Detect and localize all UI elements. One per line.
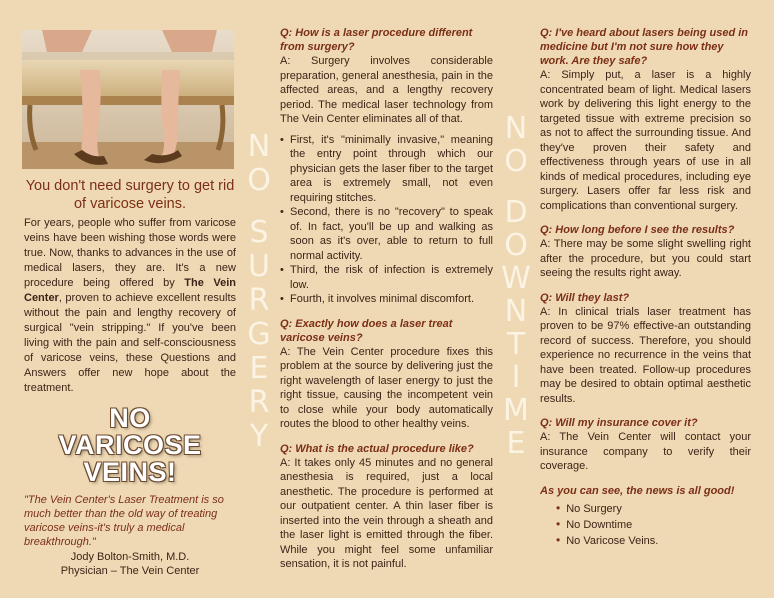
brand-name: The Vein Center <box>24 277 236 304</box>
intro-paragraph: For years, people who suffer from varicose veins have been wishing those words were true. Now, thanks to advances in the use of medical lasers, they are. It's a new procedure being offered by The Vein Center, proven to achieve excellent results without the pain and lengthy recovery of surgical "vein stripping." If you've been living with the pain and self-consciousness of varicose veins, these Questions and Answers offer new hope about the treatment. <box>24 217 236 394</box>
qa-results-timing: Q: How long before I see the results? A: There may be some slight swelling right after the procedure, but you could start seeing the results right away. <box>540 224 751 279</box>
testimonial-signature: Jody Bolton-Smith, M.D. Physician – The Vein Center <box>60 551 200 577</box>
list-item: • First, it's "minimally invasive," meaning the entry point through which our physician gets the laser fiber to the target area is extremely small, not even requiring stitches. <box>280 133 493 206</box>
closing-list <box>556 501 751 549</box>
middle-column <box>280 26 493 582</box>
testimonial-quote: "The Vein Center's Laser Treatment is so much better than the old way of treating varicose veins-it's truly a medical breakthrough." <box>24 494 224 548</box>
list-item: • No Varicose Veins. <box>556 533 751 549</box>
list-item: • No Surgery <box>556 501 751 517</box>
legs-photo <box>22 30 234 169</box>
vertical-no-downtime: N O D O W N T I M E <box>501 111 531 461</box>
headline: You don't need surgery to get rid of varicose veins. <box>25 178 235 212</box>
benefit-list <box>280 133 493 307</box>
vertical-no-surgery: N O S U R G E R Y <box>247 129 271 454</box>
list-item: • Fourth, it involves minimal discomfort. <box>280 292 493 307</box>
qa-insurance: Q: Will my insurance cover it? A: The Vein Center will contact your insurance company to verify their coverage. <box>540 417 751 472</box>
right-column <box>540 26 751 549</box>
closing-statement: As you can see, the news is all good! <box>540 484 735 497</box>
qa-procedure: Q: What is the actual procedure like? A: It takes only 45 minutes and no general anesthesia is required, just a local anesthetic. The procedure is performed at our outpatient center. A thin laser fiber is inserted into the vein through a sheath and the laser light is emitted through the fiber. While you might feel some unfamiliar sensation, it is not painful. <box>280 442 493 570</box>
qa-will-they-last: Q: Will they last? A: In clinical trials laser treatment has proven to be 97% effective-an outstanding record of success. Therefore, you should experience no recurrence in the veins that have been treated. Follow-up procedures may be desired to obtain optimal aesthetic results. <box>540 291 751 405</box>
list-item: • No Downtime <box>556 517 751 533</box>
qa-laser-vs-surgery: Q: How is a laser procedure different from surgery? A: Surgery involves considerable preparation, general anesthesia, pain in the affected areas, and a lengthy recovery period. The medical laser technology from The Vein Center eliminates all of that. • First, it's "minimally invasive," meaning the entry point through which our physician gets the laser fiber to the target area is extremely small, not even requiring stitches. • Second, there is no "recovery" to speak of. In fact, you'll be up and walking as soon as it's over, able to return to full normal activity. • Third, the risk of infection is extremely low. • Fourth, it involves minimal discomfort. <box>280 26 493 307</box>
qa-how-laser-treats: Q: Exactly how does a laser treat varicose veins? A: The Vein Center procedure fixes this problem at the source by delivering just the right wavelength of laser energy to just the right tissue, causing the incompetent vein to close while your body automatically routes the blood to other healthy veins. <box>280 317 493 430</box>
no-varicose-veins-title: NO VARICOSE VEINS! <box>58 403 202 487</box>
qa-lasers-safe: Q: I've heard about lasers being used in medicine but I'm not sure how they work. Are they safe? A: Simply put, a laser is a highly concentrated beam of light. Medical lasers work by delivering this light energy to the targeted tissue with extreme precision so as not to affect the surrounding tissue. And they've proven their safety and effectiveness through years of use in all kinds of medical procedures, including eye surgery. Lasers offer far less risk and complications than conventional surgery. <box>540 27 751 212</box>
list-item: • Third, the risk of infection is extremely low. <box>280 263 493 292</box>
list-item: • Second, there is no "recovery" to speak of. In fact, you'll be up and walking as soon as it's over, able to return to full normal activity. <box>280 205 493 263</box>
